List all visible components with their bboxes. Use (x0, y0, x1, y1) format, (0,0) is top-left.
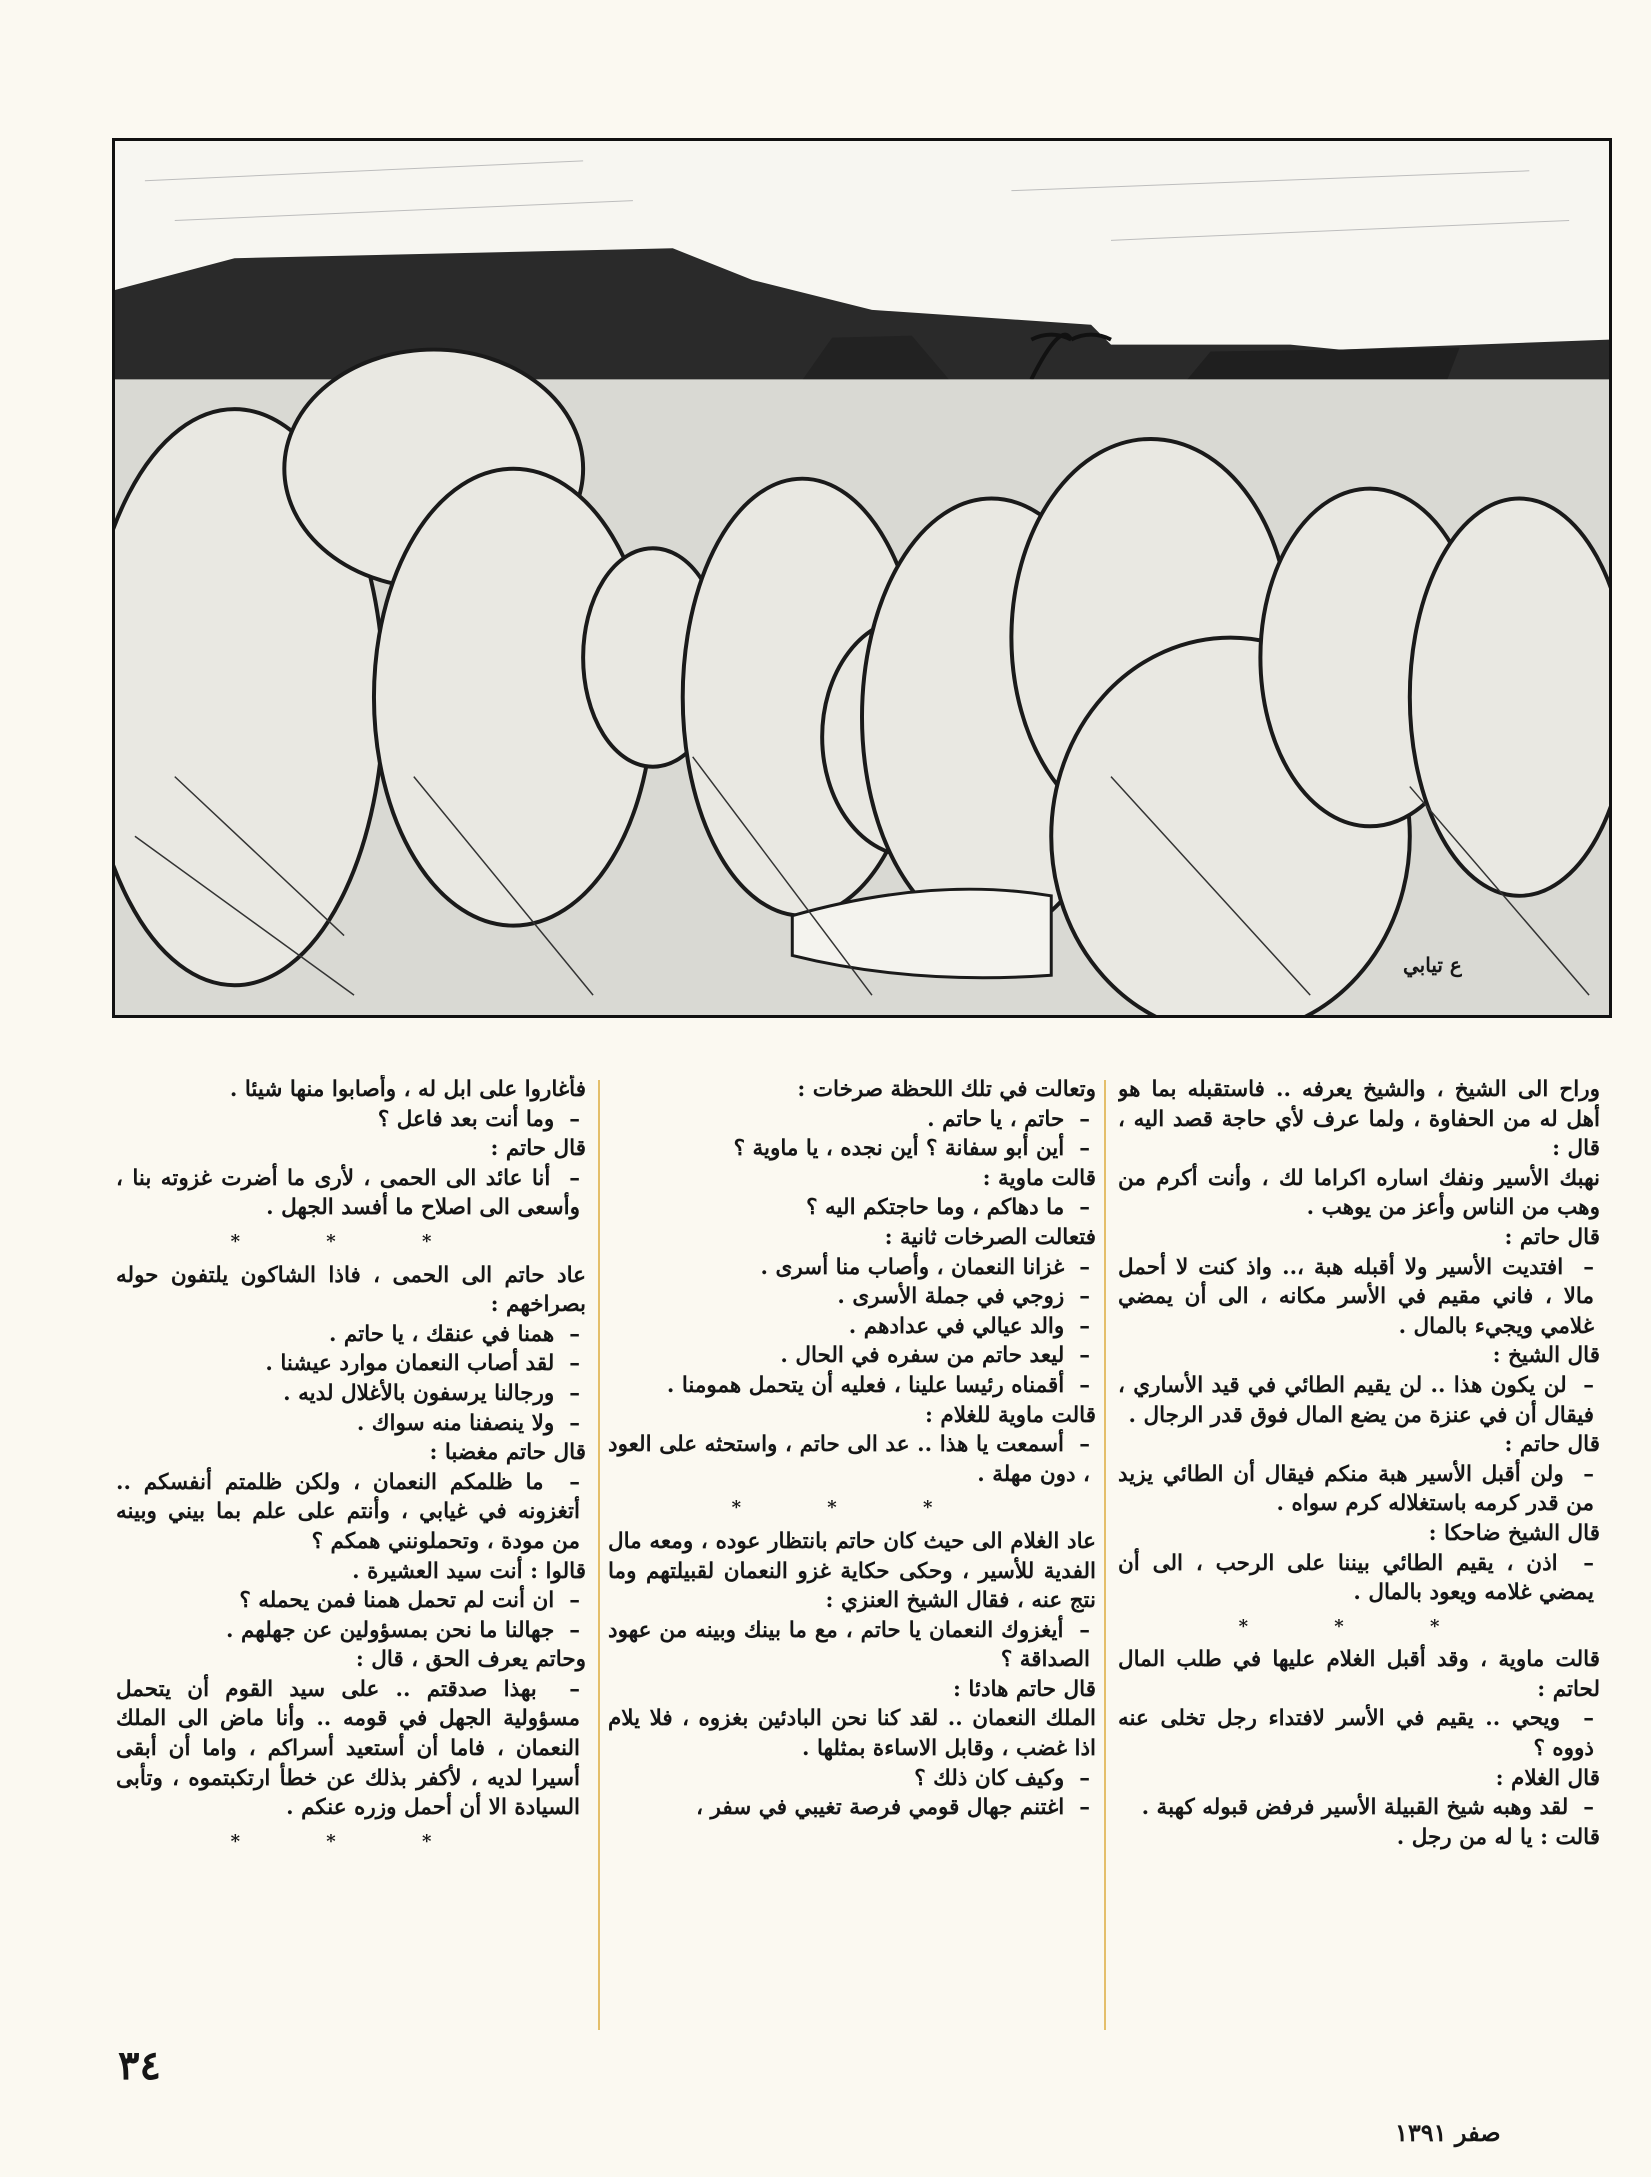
paragraph: عاد الغلام الى حيث كان حاتم بانتظار عوده ، ومعه مال الفدية للأسير ، وحكى حكاية غزو النعمان لقبيلتهم وما نتج عنه ، فقال الشيخ العنزي : (608, 1528, 1096, 1614)
dialogue-line: – وكيف كان ذلك ؟ (608, 1764, 1096, 1794)
section-separator: * * * (230, 1830, 472, 1852)
dialogue-line: – زوجي في جملة الأسرى . (608, 1282, 1096, 1312)
artist-signature: ع تيابي (1403, 953, 1462, 977)
dialogue-line: – أسمعت يا هذا .. عد الى حاتم ، واستحثه على العود ، دون مهلة . (608, 1430, 1096, 1489)
paragraph: قالت ماوية للغلام : (924, 1402, 1096, 1428)
dialogue-line: – لن يكون هذا .. لن يقيم الطائي في قيد الأساري ، فيقال أن في عنزة من يضع المال فوق قدر الرجال . (1118, 1371, 1600, 1430)
dialogue-line: – ما دهاكم ، وما حاجتكم اليه ؟ (608, 1193, 1096, 1223)
article-column-right (1118, 1075, 1600, 2035)
paragraph: فأغاروا على ابل له ، وأصابوا منها شيئا . (229, 1077, 586, 1102)
paragraph: قالت : يا له من رجل . (1396, 1824, 1600, 1850)
paragraph: قال حاتم مغضبا : (429, 1440, 586, 1466)
dialogue-line: – أنا عائد الى الحمى ، لأرى ما أضرت غزوته بنا ، وأسعى الى اصلاح ما أفسد الجهل . (116, 1164, 586, 1223)
dialogue-line: – ولن أقبل الأسير هبة منكم فيقال أن الطائي يزيد من قدر كرمه باستغلاله كرم سواه . (1118, 1460, 1600, 1519)
dialogue-line: – لقد وهبه شيخ القبيلة الأسير فرفض قبوله كهبة . (1118, 1793, 1600, 1823)
paragraph: وحاتم يعرف الحق ، قال : (355, 1647, 586, 1673)
dialogue-line: – جهالنا ما نحن بمسؤولين عن جهلهم . (116, 1616, 586, 1646)
paragraph: قالوا : أنت سيد العشيرة . (352, 1558, 586, 1584)
paragraph: عاد حاتم الى الحمى ، فاذا الشاكون يلتفون حوله بصراخهم : (116, 1262, 586, 1318)
dialogue-line: – أقمناه رئيسا علينا ، فعليه أن يتحمل همومنا . (608, 1371, 1096, 1401)
dialogue-line: – ما ظلمكم النعمان ، ولكن ظلمتم أنفسكم .. أتغزونه في غيابي ، وأنتم على علم بما بيني وبينه من مودة ، وتحملونني همكم ؟ (116, 1468, 586, 1557)
paragraph: قال الغلام : (1495, 1765, 1600, 1791)
article-column-left (116, 1075, 586, 2035)
paragraph: وتعالت في تلك اللحظة صرخات : (797, 1077, 1096, 1102)
dialogue-line: – اغتنم جهال قومي فرصة تغيبي في سفر ، (608, 1793, 1096, 1823)
paragraph: فتعالت الصرخات ثانية : (884, 1224, 1096, 1250)
paragraph: قالت ماوية ، وقد أقبل الغلام عليها في طلب المال لحاتم : (1118, 1647, 1600, 1702)
dialogue-line: – أيغزوك النعمان يا حاتم ، مع ما بينك وبينه من عهود الصداقة ؟ (608, 1616, 1096, 1675)
paragraph: قال الشيخ ضاحكا : (1428, 1520, 1600, 1546)
dialogue-line: – لقد أصاب النعمان موارد عيشنا . (116, 1349, 586, 1379)
dialogue-line: – ورجالنا يرسفون بالأغلال لديه . (116, 1379, 586, 1409)
dialogue-line: – والد عيالي في عدادهم . (608, 1312, 1096, 1342)
section-separator: * * * (230, 1230, 472, 1252)
dialogue-line: – بهذا صدقتم .. على سيد القوم أن يتحمل مسؤولية الجهل في قومه .. وأنا ماض الى الملك النعمان ، فاما أن أستعيد أسراكم ، واما أن أبقى أسيرا لديه ، لأكفر بذلك عن خطأ ارتكبتموه ، وتأبى السيادة الا أن أحمل وزره عنكم . (116, 1675, 586, 1823)
dialogue-line: – ويحي .. يقيم في الأسر لافتداء رجل تخلى عنه ذووه ؟ (1118, 1704, 1600, 1763)
paragraph: وراح الى الشيخ ، والشيخ يعرفه .. فاستقبله بما هو أهل له من الحفاوة ، ولما عرف لأي حاجة قصد اليه ، قال : (1118, 1077, 1600, 1162)
illustration (112, 138, 1612, 1018)
issue-date: صفر ١٣٩١ (1395, 2118, 1501, 2147)
section-separator: * * * (731, 1497, 973, 1519)
paragraph: نهبك الأسير ونفك اساره اكراما لك ، وأنت أكرم من وهب من الناس وأعز من يوهب . (1118, 1165, 1600, 1221)
dialogue-line: – اذن ، يقيم الطائي بيننا على الرحب ، الى أن يمضي غلامه ويعود بالمال . (1118, 1549, 1600, 1608)
article-column-middle (608, 1075, 1096, 2035)
section-separator: * * * (1238, 1615, 1480, 1637)
desert-scene-drawing (115, 141, 1609, 1015)
dialogue-line: – افتديت الأسير ولا أقبله هبة ،.. واذ كنت لا أحمل مالا ، فاني مقيم في الأسر مكانه ، الى أن يمضي غلامي ويجيء بالمال . (1118, 1253, 1600, 1342)
dialogue-line: – ولا ينصفنا منه سواك . (116, 1409, 586, 1439)
dialogue-line: – غزانا النعمان ، وأصاب منا أسرى . (608, 1253, 1096, 1283)
dialogue-line: – وما أنت بعد فاعل ؟ (116, 1105, 586, 1135)
dialogue-line: – ان أنت لم تحمل همنا فمن يحمله ؟ (116, 1586, 586, 1616)
paragraph: قال حاتم : (490, 1136, 586, 1162)
paragraph: قال حاتم : (1504, 1224, 1600, 1250)
paragraph: قالت ماوية : (982, 1165, 1096, 1191)
paragraph: قال الشيخ : (1492, 1343, 1600, 1369)
paragraph: الملك النعمان .. لقد كنا نحن البادئين بغزوه ، فلا يلام اذا غضب ، وقابل الاساءة بمثلها . (608, 1706, 1096, 1762)
page-number: ٣٤ (118, 2042, 161, 2089)
column-divider (598, 1080, 600, 2030)
paragraph: قال حاتم : (1504, 1432, 1600, 1458)
paragraph: قال حاتم هادئا : (953, 1676, 1096, 1702)
dialogue-line: – حاتم ، يا حاتم . (608, 1105, 1096, 1135)
dialogue-line: – ليعد حاتم من سفره في الحال . (608, 1341, 1096, 1371)
dialogue-line: – همنا في عنقك ، يا حاتم . (116, 1320, 586, 1350)
dialogue-line: – أين أبو سفانة ؟ أين نجده ، يا ماوية ؟ (608, 1134, 1096, 1164)
column-divider (1104, 1080, 1106, 2030)
